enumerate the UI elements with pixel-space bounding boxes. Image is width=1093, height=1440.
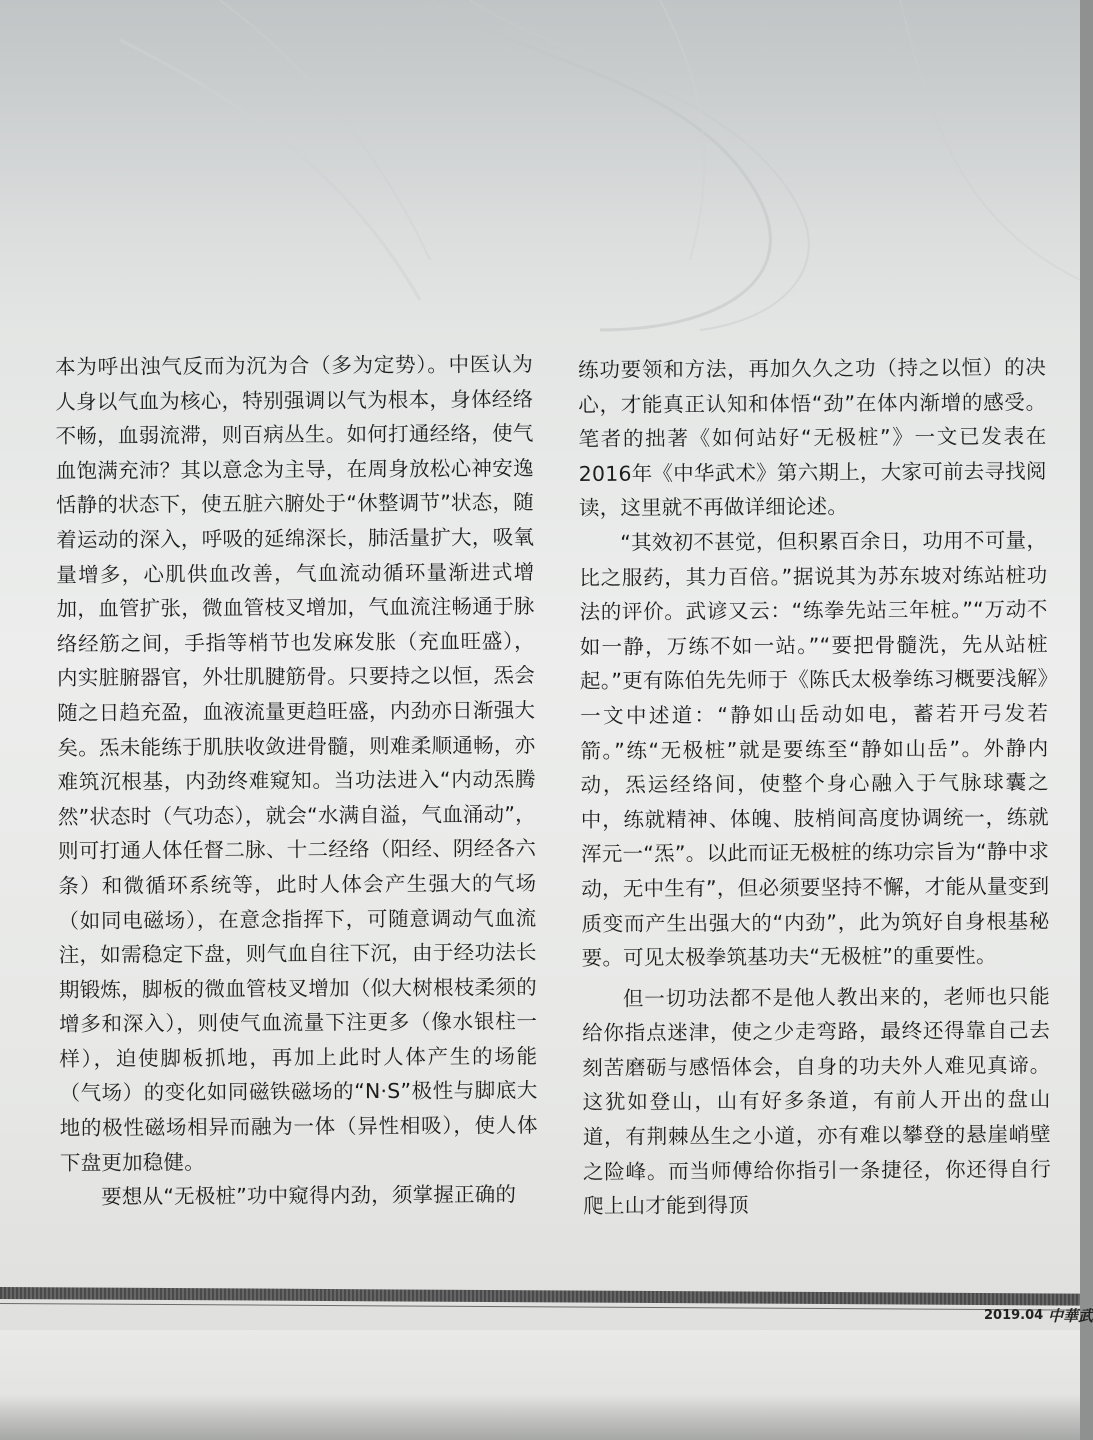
magazine-name: 中華武 bbox=[1048, 1307, 1093, 1325]
show-through-lines bbox=[0, 0, 1080, 340]
footer-rule bbox=[0, 1287, 1080, 1306]
right-text-column bbox=[578, 350, 1051, 1224]
paragraph: 练功要领和方法，再加久久之功（持之以恒）的决心，才能真正认知和体悟“劲”在体内渐增的感受。笔者的拙著《如何站好“无极桩”》一文已发表在2016年《中华武术》第六期上，大家可前去寻找阅读，这里就不再做详细论述。 bbox=[578, 355, 1047, 521]
paragraph: “其效初不甚觉，但积累百余日，功用不可量，比之服药，其力百倍。”据说其为苏东坡对练站桩功法的评价。武谚又云：“练拳先站三年桩。”“万动不如一静，万练不如一站。”“要把骨髓洗，先从站桩起。”更有陈伯先先师于《陈氏太极拳练习概要浅解》一文中述道：“静如山岳动如电，蓄若开弓发若箭。”练“无极桩”就是要练至“静如山岳”。外静内动，炁运经络间，使整个身心融入于气脉球囊之中，练就精神、体魄、肢梢间高度协调统一，练就浑元一“炁”。以此而证无极桩的练功宗旨为“静中求动，无中生有”，但必须要坚持不懈，才能从量变到质变而产生出强大的“内劲”，此为筑好自身根基秘要。可见太极拳筑基功夫“无极桩”的重要性。 bbox=[579, 528, 1050, 971]
left-text-column bbox=[55, 347, 538, 1215]
paragraph: 本为呼出浊气反而为沉为合（多为定势）。中医认为人身以气血为核心，特别强调以气为根本，身体经络不畅，血弱流滞，则百病丛生。如何打通经络，使气血饱满充沛？其以意念为主导，在周身放松心神安逸恬静的状态下，使五脏六腑处于“休整调节”状态，随着运动的深入，呼吸的延绵深长，肺活量扩大，吸氧量增多，心肌供血改善，气血流动循环量渐进式增加，血管扩张，微血管枝叉增加，气血流注畅通于脉络经筋之间，手指等梢节也发麻发胀（充血旺盛），内实脏腑器官，外壮肌腱筋骨。只要持之以恒，炁会随之日趋充盈，血液流量更趋旺盛，内劲亦日渐强大矣。炁未能练于肌肤收敛进骨髓，则难柔顺通畅，亦难筑沉根基，内劲终难窥知。当功法进入“内动炁腾然”状态时（气功态），就会“水满自溢，气血涌动”，则可打通人体任督二脉、十二经络（阳经、阴经各六条）和微循环系统等，此时人体会产生强大的气场（如同电磁场），在意念指挥下，可随意调动气血流注，如需稳定下盘，则气血自往下沉，由于经功法长期锻炼，脚板的微血管枝叉增加（似大树根枝柔须的增多和深入），则使气血流量下注更多（像水银柱一样），迫使脚板抓地，再加上此时人体产生的场能（气场）的变化如同磁铁磁场的“N·S”极性与脚底大地的极性磁场相异而融为一体（异性相吸），使人体下盘更加稳健。 bbox=[55, 352, 538, 1175]
issue-number: 2019.04 bbox=[984, 1308, 1044, 1323]
paragraph: 要想从“无极桩”功中窥得内劲，须掌握正确的 bbox=[101, 1182, 517, 1209]
paragraph: 但一切功法都不是他人教出来的，老师也只能给你指点迷津，使之少走弯路，最终还得靠自己去刻苦磨砺与感悟体会，自身的功夫外人难见真谛。这犹如登山，山有好多条道，有前人开出的盘山道，有荆棘丛生之小道，亦有难以攀登的悬崖峭壁之险峰。而当师傅给你指引一条捷径，你还得自行爬上山才能到得顶 bbox=[582, 983, 1052, 1219]
page-edge-shadow bbox=[0, 1395, 1080, 1440]
